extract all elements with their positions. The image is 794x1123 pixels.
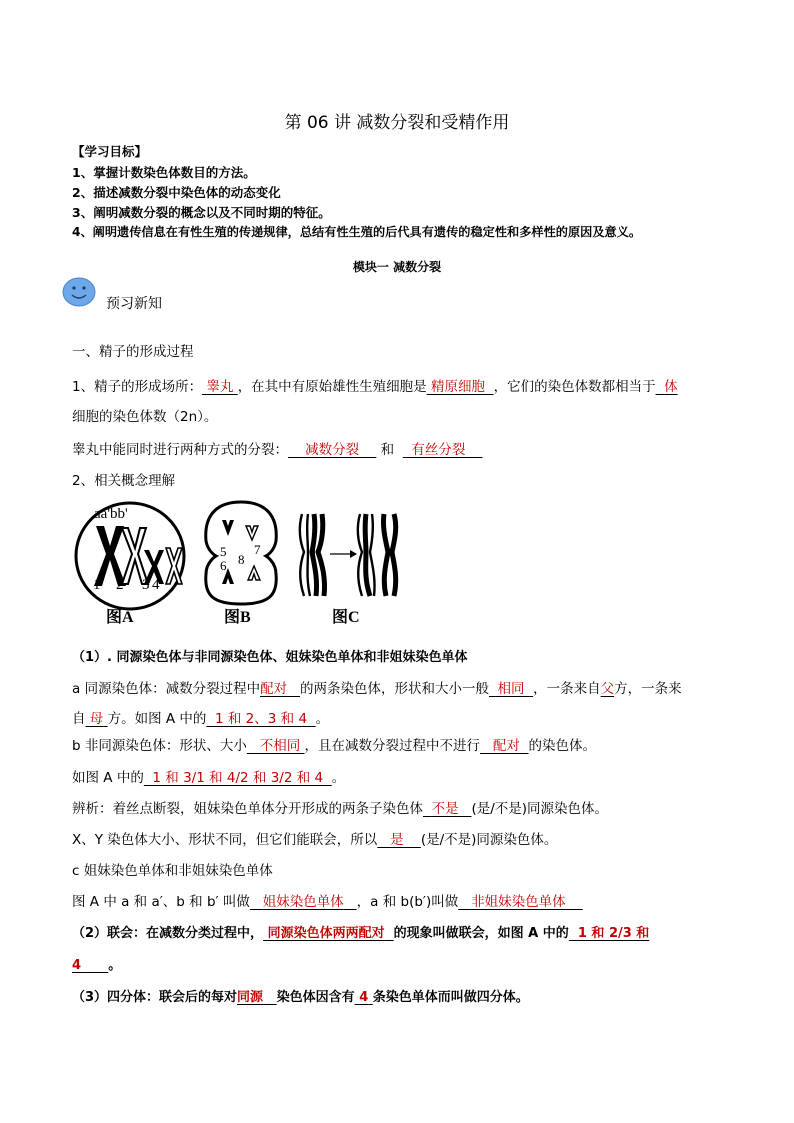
preview-label: 预习新知: [106, 296, 162, 312]
answer-blank: 1 和 2/3 和: [577, 926, 650, 941]
answer-blank: 1 和 2、3 和 4: [215, 711, 308, 727]
figure-a-num: 4: [152, 577, 160, 593]
figure-a-num: 1: [93, 577, 101, 593]
subsection-title: （1）. 同源染色体与非同源染色体、姐妹染色单体和非姐妹染色单体: [72, 650, 468, 665]
nonhomologous-line2: [72, 766, 345, 786]
text: （2）联会：在减数分类过程中，: [72, 926, 264, 941]
homologous-line: [72, 677, 682, 697]
text: ，一条来自: [533, 681, 601, 697]
figure-a-alleles: aa'bb': [94, 506, 128, 522]
text: ，在其中有原始雄性生殖细胞是: [237, 379, 427, 395]
text: 1、精子的形成场所：: [72, 379, 203, 395]
analysis-line: [72, 797, 608, 817]
synapsis-line2: [72, 954, 121, 973]
figure-a-num: 2: [116, 577, 124, 593]
analysis-line2: [72, 828, 557, 848]
section-heading: 一、精子的形成过程: [72, 344, 194, 360]
answer-blank: 4: [72, 958, 82, 973]
figure-b-num: 8: [238, 552, 245, 567]
page-title: 第 06 讲 减数分裂和受精作用: [284, 113, 510, 133]
text: 。: [315, 711, 330, 727]
text: ，a 和 b(b′)叫做: [356, 894, 459, 910]
objectives-header: 【学习目标】: [72, 144, 148, 159]
answer-blank: 同源: [237, 990, 264, 1005]
answer-blank: 同源染色体两两配对: [267, 926, 385, 941]
text: b 非同源染色体：形状、大小: [72, 738, 247, 754]
sister-line: [72, 890, 583, 910]
answer-blank: 配对: [260, 681, 288, 697]
text: 染色体因含有: [276, 990, 355, 1005]
text: 条染色单体而叫做四分体。: [372, 990, 529, 1005]
answer-blank: 精原细胞: [430, 379, 485, 395]
answer-blank: 是: [390, 832, 404, 848]
text: 的染色体。: [528, 738, 597, 754]
tetrad-line: [72, 986, 529, 1005]
text: 的两条染色体，形状和大小一般: [299, 681, 489, 697]
text: 和: [380, 442, 395, 458]
figure-c: [294, 508, 404, 628]
text: (是/不是)同源染色体。: [420, 832, 558, 848]
figure-c-label: 图C: [332, 609, 360, 626]
text: 图 A 中 a 和 a′、b 和 b′ 叫做: [72, 894, 250, 910]
text: a 同源染色体：减数分裂过程中: [72, 681, 261, 697]
answer-blank: 相同: [497, 681, 525, 697]
answer-blank: 减数分裂: [305, 442, 360, 458]
synapsis-line: [72, 922, 649, 941]
sister-title: c 姐妹染色单体和非姐妹染色单体: [72, 863, 273, 879]
text: 辨析：着丝点断裂，姐妹染色单体分开形成的两条子染色体: [72, 801, 423, 817]
figure-a-num: 3: [142, 577, 150, 593]
text: 如图 A 中的: [72, 770, 144, 786]
answer-blank: 不是: [431, 801, 459, 817]
text: 方。如图 A 中的: [107, 711, 207, 727]
text: 的现象叫做联会，如图 A 中的: [393, 926, 569, 941]
section-heading: 2、相关概念理解: [72, 473, 176, 489]
figure-b: [198, 496, 284, 628]
objective-item: 2、描述减数分裂中染色体的动态变化: [72, 185, 281, 200]
answer-blank: 配对: [492, 738, 520, 754]
text: 。: [331, 770, 346, 786]
answer-blank: 1 和 3/1 和 4/2 和 3/2 和 4: [152, 770, 324, 786]
objective-item: 3、阐明减数分裂的概念以及不同时期的特征。: [72, 205, 331, 220]
answer-blank: 父: [600, 681, 615, 697]
answer-blank: 不相同: [259, 738, 301, 754]
answer-blank: 姐妹染色单体: [262, 894, 344, 910]
answer-blank: 非姐妹染色单体: [471, 894, 566, 910]
answer-blank: 有丝分裂: [411, 442, 466, 458]
figure-b-num: 6: [220, 558, 227, 573]
figure-b-num: 7: [254, 542, 261, 557]
figure-b-num: 5: [220, 544, 227, 559]
objective-item: 4、阐明遗传信息在有性生殖的传递规律，总结有性生殖的后代具有遗传的稳定性和多样性的原因及意义。: [72, 225, 642, 239]
text: X、Y 染色体大小、形状不同，但它们能联会，所以: [72, 832, 378, 848]
figure-a: [72, 496, 192, 628]
answer-blank: 体: [664, 379, 678, 395]
q1-line: [72, 375, 678, 395]
module-heading: 模块一 减数分裂: [352, 260, 442, 274]
homologous-line2: [72, 707, 329, 727]
answer-blank: 母: [89, 711, 104, 727]
figure-b-label: 图B: [224, 609, 251, 626]
text: （3）四分体：联会后的每对: [72, 990, 238, 1005]
text: ，且在减数分裂过程中不进行: [304, 738, 481, 754]
answer-blank: 4: [359, 990, 369, 1005]
q1-line2: 细胞的染色体数（2n）。: [72, 409, 218, 425]
nonhomologous-line: [72, 734, 596, 754]
text: 。: [108, 958, 122, 973]
smiley-icon: [62, 277, 96, 307]
text: (是/不是)同源染色体。: [471, 801, 609, 817]
figure-a-label: 图A: [106, 609, 134, 626]
text: ，它们的染色体数都相当于: [493, 379, 656, 395]
q1b-line: [72, 438, 483, 458]
text: 自: [72, 711, 86, 727]
objective-item: 1、掌握计数染色体数目的方法。: [72, 165, 256, 180]
text: 方，一条来: [614, 681, 682, 697]
text: 睾丸中能同时进行两种方式的分裂：: [72, 442, 288, 458]
answer-blank: 睾丸: [206, 379, 234, 395]
